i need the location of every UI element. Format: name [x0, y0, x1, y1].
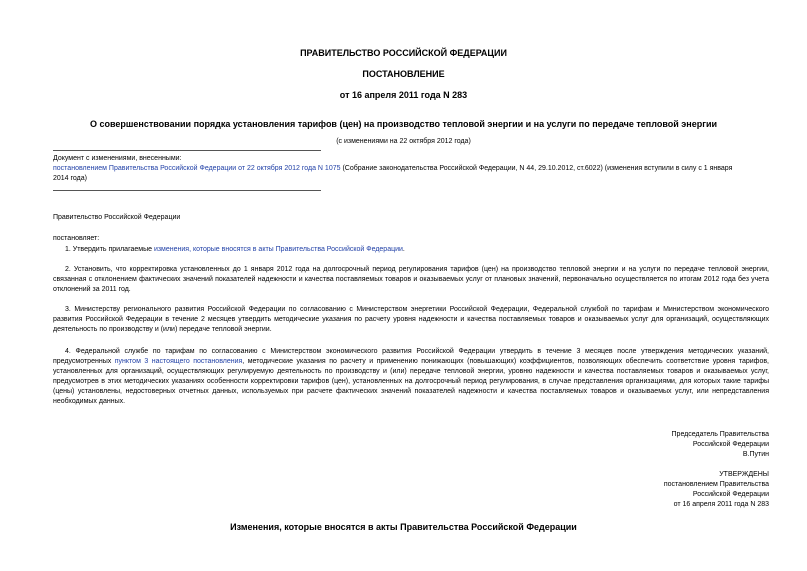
paragraph-2: 2. Установить, что корректировка установленных до 1 января 2012 года на долгосрочный период регулирования тарифов (цен) на производство тепловой энергии и на услуги по передаче тепловой энергии, связанная с отклонением фактических значений показателей надежности и качества поставляемых товаров и оказываемых услуг от плановых значений, первоначально осуществляется по итогам 2012 года без учета отклонений за 2011 год. — [53, 266, 769, 293]
amendment-source: (Собрание законодательства Российской Федерации, N 44, 29.10.2012, ст.6022) (изменения вступили в силу с 1 января — [340, 165, 733, 172]
paragraph-1 — [53, 245, 769, 255]
changes-references — [53, 164, 769, 174]
resolves-line: постановляет: — [53, 235, 100, 242]
changes-section-title: Изменения, которые вносятся в акты Правительства Российской Федерации — [230, 522, 577, 532]
signature-name: В.Путин — [742, 451, 769, 458]
changes-top-divider — [53, 150, 321, 151]
approval-line2: постановлением Правительства — [663, 481, 769, 488]
document-date-number: от 16 апреля 2011 года N 283 — [339, 90, 468, 100]
changes-link[interactable]: изменения, которые вносятся в акты Правительства Российской Федерации — [153, 246, 403, 253]
government-line: Правительство Российской Федерации — [53, 214, 181, 221]
paragraph-1-prefix: 1. Утвердить прилагаемые — [65, 246, 154, 253]
paragraph-3: 3. Министерству регионального развития Российской Федерации по согласованию с Министерством энергетики Российской Федерации, Федеральной службой по тарифам и Министерством экономического развития Российской Федерации в течение 2 месяцев утвердить методические указания по расчету уровня надежности и качества поставляемых товаров и оказываемых услуг для организаций, осуществляющих деятельность по производству и (или) передаче тепловой энергии. — [53, 306, 769, 333]
approval-block — [664, 470, 769, 510]
changes-intro: Документ с изменениями, внесенными: — [53, 155, 182, 162]
signature-position-line2: Российской Федерации — [692, 441, 769, 448]
approval-line3: Российской Федерации — [692, 491, 769, 498]
document-title: О совершенствовании порядка установления тарифов (цен) на производство тепловой энергии и на услуги по передаче тепловой энергии — [89, 119, 718, 129]
paragraph-4-part1: 4. Федеральной службе по тарифам по согласованию с Министерством экономического развития Российской Федерации утвердить в течение 3 месяцев после утверждения методических указаний, предусмотренных — [53, 348, 769, 365]
paragraph-1-suffix: . — [402, 246, 405, 253]
approval-line4: от 16 апреля 2011 года N 283 — [673, 501, 769, 508]
paragraph-4-part2: , методические указания по расчету и применению понижающих (повышающих) коэффициентов, позволяющих обеспечить соответствие уровня тарифов, установленных для организаций, осуществляющих регулируемую деятельность по производству и (или) передаче тепловой энергии, уровню надежности и качества поставляемых товаров и оказываемых услуг, предусмотрев в этих методических указаниях особенности корректировки тарифов (цен), установленных на долгосрочный период регулирования, в случае представления организациями, для которых такие тарифы (цены) установлены, недостоверных отчетных данных, используемых при расчете фактических значений показателей надежности и качества поставляемых товаров и оказываемых услуг, или непредставления необходимых данных. — [53, 358, 769, 405]
paragraph-4 — [53, 347, 769, 407]
signature-position-line1: Председатель Правительства — [671, 431, 769, 438]
changes-bottom-divider — [53, 190, 321, 191]
document-page — [38, 0, 769, 571]
approval-line1: УТВЕРЖДЕНЫ — [719, 471, 769, 478]
revision-note: (с изменениями на 22 октября 2012 года) — [336, 138, 471, 145]
amendment-link[interactable]: постановлением Правительства Российской Федерации от 22 октября 2012 года N 1075 — [53, 165, 341, 172]
signature-block — [672, 430, 769, 460]
government-heading: ПРАВИТЕЛЬСТВО РОССИЙСКОЙ ФЕДЕРАЦИИ — [300, 48, 507, 58]
point-3-link[interactable]: пунктом 3 настоящего постановления — [114, 358, 243, 365]
document-type: ПОСТАНОВЛЕНИЕ — [362, 69, 445, 79]
changes-references-continued: 2014 года) — [53, 175, 87, 182]
